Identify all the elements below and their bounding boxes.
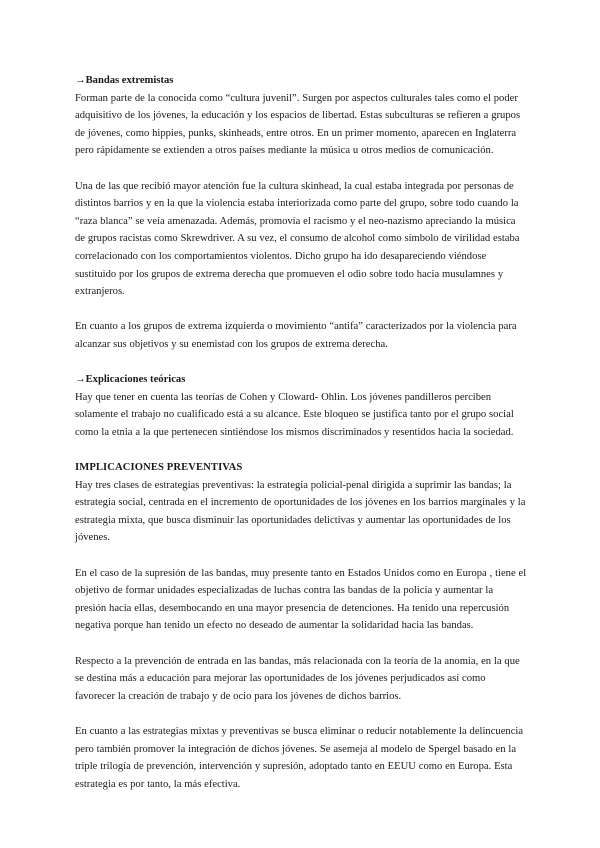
paragraph: Forman parte de la conocida como “cultura juvenil”. Surgen por aspectos culturales tales como el poder adquisitivo de los jóvenes, la educación y los espacios de libertad. Estas subculturas se refieren a grupos de jóvenes, como hippies, punks, skinheads, entre otros. En un primer momento, aparecen en Inglaterra pero rápidamente se extienden a otros países mediante la música u otros medios de comunicación. [75, 92, 521, 157]
section-implicaciones-preventivas [75, 459, 527, 547]
section-heading: IMPLICACIONES PREVENTIVAS [75, 462, 243, 474]
paragraph: En el caso de la supresión de las bandas, muy presente tanto en Estados Unidos como en Europa , tiene el objetivo de formar unidades especializadas de luchas contra las bandas de la policía y aumentar la presión hacia ellas, desembocando en una mayor presencia de detenciones. Ha tenido una repercusión negativa porque han tenido un efecto no deseado de aumentar la solidaridad hacia las bandas. [75, 567, 527, 632]
section-heading: →Explicaciones teóricas [75, 374, 186, 386]
paragraph: En cuanto a las estrategias mixtas y preventivas se busca eliminar o reducir notablemente la delincuencia pero también promover la integración de dichos jóvenes. Se asemeja al modelo de Spergel basado en la triple trilogía de prevención, intervención y supresión, adoptado tanto en EEUU como en Europa. Esta estrategia es por tanto, la más efectiva. [75, 725, 524, 790]
paragraph: Hay tres clases de estrategias preventivas: la estrategia policial-penal dirigida a suprimir las bandas; la estrategia social, centrada en el incremento de oportunidades de los jóvenes en los barrios marginales y la estrategia mixta, que busca disminuir las oportunidades delictivas y aumentar las oportunidades de los jóvenes. [75, 479, 526, 544]
paragraph: Una de las que recibió mayor atención fue la cultura skinhead, la cual estaba integrada por personas de distintos barrios y en la que la violencia estaba interiorizada como parte del grupo, sobre todo cuando la “raza blanca” se veía amenazada. Además, promovía el racismo y el neo-nazismo apreciando la música de grupos racistas como Skrewdriver. A su vez, el consumo de alcohol como símbolo de virilidad estaba correlacionado con los comportamientos violentos. Dicho grupo ha ido desapareciendo viéndose sustituido por los grupos de extrema derecha que promueven el odio sobre todo hacia musulamnes y extranjeros. [75, 180, 520, 298]
section-bandas-extremistas [75, 72, 527, 160]
paragraph: Respecto a la prevención de entrada en las bandas, más relacionada con la teoría de la anomia, en la que se destina más a educación para mejorar las oportunidades de los jóvenes perjudicados así como favorecer la creación de trabajo y de ocio para los jóvenes de dichos barrios. [75, 655, 520, 702]
document-page [75, 72, 527, 811]
paragraph: Hay que tener en cuenta las teorías de Cohen y Cloward- Ohlin. Los jóvenes pandilleros perciben solamente el trabajo no cualificado está a su alcance. Este bloqueo se justifica tanto por el grupo social como la etnia a la que pertenecen sintiéndose los mismos discriminados y resentidos hacia la sociedad. [75, 391, 514, 438]
section-heading: →Bandas extremistas [75, 75, 174, 86]
paragraph: En cuanto a los grupos de extrema izquierda o movimiento “antifa” caracterizados por la violencia para alcanzar sus objetivos y su enemistad con los grupos de extrema derecha. [75, 321, 517, 350]
section-explicaciones-teoricas [75, 371, 527, 441]
